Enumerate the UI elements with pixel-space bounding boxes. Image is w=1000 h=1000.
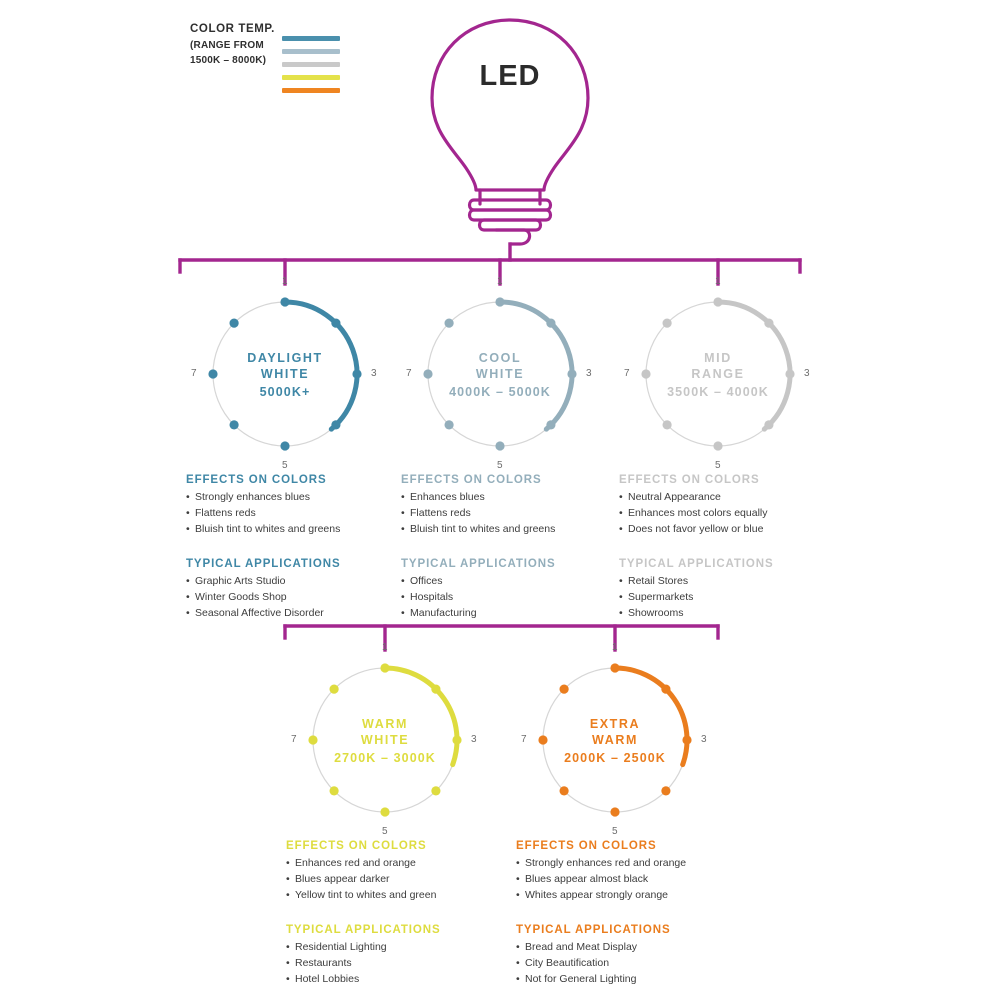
effects-on-colors-title: EFFECTS ON COLORS (186, 474, 327, 486)
dial-tick-1: 1 (612, 642, 618, 653)
typical-applications-list (619, 575, 833, 621)
dial-tick-1: 1 (382, 642, 388, 653)
effects-on-colors-list (619, 491, 833, 537)
list-item: • Supermarkets (619, 591, 833, 605)
dial-tick-1: 1 (282, 276, 288, 287)
dial-tick-3: 3 (701, 734, 707, 745)
column-mid-range (603, 276, 833, 623)
column-daylight-white (170, 276, 400, 623)
list-item: • Bluish tint to whites and greens (401, 523, 615, 537)
bulb-label: LED (479, 60, 541, 92)
list-item: • Seasonal Affective Disorder (186, 607, 400, 621)
dial-tick-7: 7 (521, 734, 527, 745)
list-item: • Flattens reds (401, 507, 615, 521)
list-item: • Does not favor yellow or blue (619, 523, 833, 537)
block-spacer (500, 905, 730, 914)
effects-on-colors-list (286, 857, 500, 903)
column-warm-white (270, 642, 500, 989)
list-item: • Neutral Appearance (619, 491, 833, 505)
typical-applications-title: TYPICAL APPLICATIONS (619, 558, 774, 570)
dial-name-line1: COOL (478, 350, 522, 365)
block-spacer (170, 539, 400, 548)
list-item: • Strongly enhances blues (186, 491, 400, 505)
typical-applications-title: TYPICAL APPLICATIONS (516, 924, 671, 936)
dial-tick-1: 1 (497, 276, 503, 287)
effects-on-colors-list (186, 491, 400, 537)
dial-range: 2000K – 2500K (564, 750, 666, 765)
list-item: • Enhances most colors equally (619, 507, 833, 521)
dial-tick-3: 3 (471, 734, 477, 745)
list-item: • Winter Goods Shop (186, 591, 400, 605)
dial-tick-5: 5 (282, 460, 288, 471)
dial-tick-7: 7 (624, 368, 630, 379)
list-item: • Residential Lighting (286, 941, 500, 955)
dial-tick-3: 3 (371, 368, 377, 379)
list-item: • Not for General Lighting (516, 973, 730, 987)
dial-name-line1: EXTRA (589, 716, 641, 731)
typical-applications-block (500, 924, 730, 987)
dial-tick-7: 7 (291, 734, 297, 745)
dial-extra-warm (521, 642, 707, 837)
list-item: • Offices (401, 575, 615, 589)
dial-name-line1: WARM (362, 716, 408, 731)
dial-cool-white (406, 276, 592, 471)
effects-on-colors-block (385, 474, 615, 537)
dial-tick-7: 7 (406, 368, 412, 379)
dial-range: 2700K – 3000K (334, 750, 436, 765)
column-extra-warm (500, 642, 730, 989)
list-item: • Yellow tint to whites and green (286, 889, 500, 903)
dial-center-label (525, 650, 705, 830)
dial-center-label (410, 284, 590, 464)
list-item: • Retail Stores (619, 575, 833, 589)
list-item: • Bluish tint to whites and greens (186, 523, 400, 537)
dial-name-line2: WHITE (360, 732, 410, 747)
list-item: • Blues appear almost black (516, 873, 730, 887)
effects-on-colors-list (401, 491, 615, 537)
dial-range: 5000K+ (259, 384, 311, 399)
dial-range: 3500K – 4000K (667, 384, 769, 399)
effects-on-colors-title: EFFECTS ON COLORS (619, 474, 760, 486)
block-spacer (603, 539, 833, 548)
block-spacer (385, 539, 615, 548)
effects-on-colors-title: EFFECTS ON COLORS (401, 474, 542, 486)
dial-tick-3: 3 (586, 368, 592, 379)
dial-name-line2: WARM (592, 732, 638, 747)
dial-tick-1: 1 (715, 276, 721, 287)
list-item: • Graphic Arts Studio (186, 575, 400, 589)
list-item: • Flattens reds (186, 507, 400, 521)
typical-applications-list (186, 575, 400, 621)
effects-on-colors-title: EFFECTS ON COLORS (286, 840, 427, 852)
dial-center-label (628, 284, 808, 464)
typical-applications-title: TYPICAL APPLICATIONS (286, 924, 441, 936)
dial-range: 4000K – 5000K (449, 384, 551, 399)
dial-tick-5: 5 (497, 460, 503, 471)
list-item: • City Beautification (516, 957, 730, 971)
effects-on-colors-list (516, 857, 730, 903)
typical-applications-title: TYPICAL APPLICATIONS (401, 558, 556, 570)
dial-daylight-white (191, 276, 377, 471)
list-item: • Manufacturing (401, 607, 615, 621)
list-item: • Hotel Lobbies (286, 973, 500, 987)
dial-center-label (195, 284, 375, 464)
dial-tick-3: 3 (804, 368, 810, 379)
list-item: • Enhances red and orange (286, 857, 500, 871)
dial-center-label (295, 650, 475, 830)
typical-applications-list (516, 941, 730, 987)
dial-name-line2: WHITE (260, 366, 310, 381)
dial-name-line2: WHITE (475, 366, 525, 381)
dial-name-line1: MID (704, 350, 732, 365)
effects-on-colors-block (270, 840, 500, 903)
typical-applications-title: TYPICAL APPLICATIONS (186, 558, 341, 570)
legend-subtitle-line1: (RANGE FROM (190, 40, 264, 51)
list-item: • Enhances blues (401, 491, 615, 505)
column-cool-white (385, 276, 615, 623)
dial-name-line1: DAYLIGHT (247, 350, 323, 365)
dial-tick-7: 7 (191, 368, 197, 379)
legend-subtitle-line2: 1500K – 8000K) (190, 55, 267, 66)
list-item: • Bread and Meat Display (516, 941, 730, 955)
list-item: • Hospitals (401, 591, 615, 605)
effects-on-colors-block (500, 840, 730, 903)
effects-on-colors-block (603, 474, 833, 537)
dial-tick-5: 5 (382, 826, 388, 837)
typical-applications-block (170, 558, 400, 621)
typical-applications-list (286, 941, 500, 987)
dial-tick-5: 5 (715, 460, 721, 471)
list-item: • Blues appear darker (286, 873, 500, 887)
effects-on-colors-block (170, 474, 400, 537)
typical-applications-block (603, 558, 833, 621)
typical-applications-list (401, 575, 615, 621)
list-item: • Whites appear strongly orange (516, 889, 730, 903)
legend-title: COLOR TEMP. (190, 23, 275, 35)
dial-name-line2: RANGE (691, 366, 745, 381)
block-spacer (270, 905, 500, 914)
typical-applications-block (270, 924, 500, 987)
list-item: • Restaurants (286, 957, 500, 971)
dial-tick-5: 5 (612, 826, 618, 837)
dial-warm-white (291, 642, 477, 837)
dial-mid-range (624, 276, 810, 471)
effects-on-colors-title: EFFECTS ON COLORS (516, 840, 657, 852)
list-item: • Showrooms (619, 607, 833, 621)
list-item: • Strongly enhances red and orange (516, 857, 730, 871)
typical-applications-block (385, 558, 615, 621)
